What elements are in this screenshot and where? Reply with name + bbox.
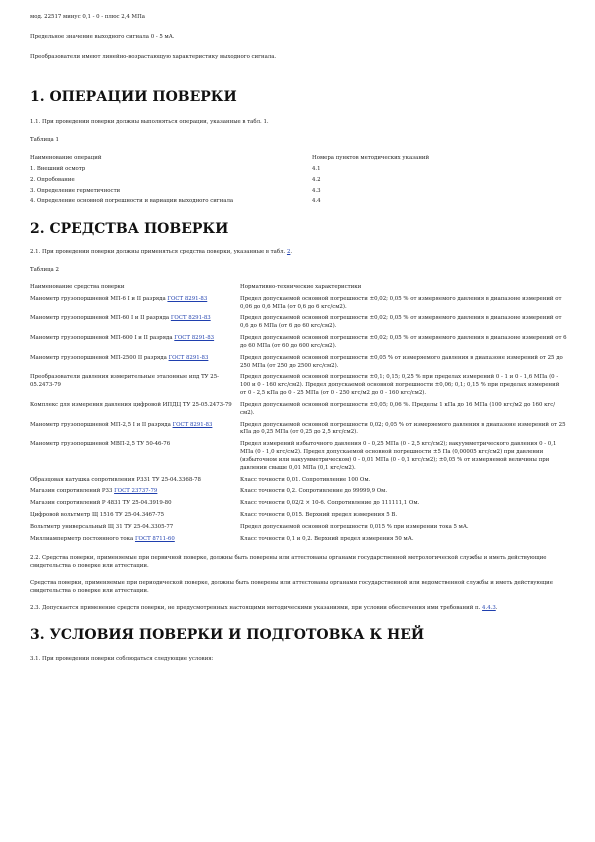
para-2-3 [30, 605, 567, 613]
intro-line-3: Преобразователи имеют линейно-возрастающую характеристику выходного сигнала. [30, 53, 277, 60]
instrument-name-cell [30, 315, 240, 335]
instrument-name: Магазин сопротивлений Р 4831 ТУ 25-04.3919-80 [30, 500, 172, 507]
instrument-characteristics-cell: Предел допускаемой основной погрешности ±0,05 % от измеряемого давления в диапазоне измерений от 25 до 250 МПа (от 250 до 2500 кгс/см2). [240, 354, 563, 369]
operation-name-cell: 3. Определение герметичности [30, 187, 121, 194]
table-row [30, 488, 567, 500]
para-2-2: 2.2. Средства поверки, применяемые при первичной поверке, должны быть поверены или аттестованы органами государственной метрологической службы и иметь действующие свидетельства о поверке или аттестации. [30, 555, 547, 570]
instrument-name: Манометр грузопоршневой МВП-2,5 ТУ 50-46-76 [30, 441, 171, 448]
instrument-name-cell [30, 374, 240, 401]
standard-link[interactable]: ГОСТ 8291-83 [172, 421, 213, 428]
instrument-characteristics-cell: Предел допускаемой основной погрешности ±0,1; 0,15; 0,25 % при пределах измерений 0 - 1 и 0 - 1,6 МПа (0 - 100 и 0 - 160 кгс/см2). Предел допускаемой основной погрешности ±0,06; 0,1; 0,15 % при пределах измерений от 0 - 2,5 кПа до 0 - 25 МПа (от 0 - 250 кгс/м2 до 0 - 160 кгс/см2). [240, 374, 560, 397]
table-row [30, 198, 567, 209]
para-2-3-text: 2.3. Допускается применение средств поверки, не предусмотренных настоящими методическими указаниями, при условии обеспечения ими требований п. [30, 604, 481, 611]
table-header-cell: Номера пунктов методических указаний [312, 155, 430, 162]
standard-link[interactable]: ГОСТ 8291-83 [168, 354, 209, 361]
table-row [30, 177, 567, 188]
operation-clause-cell: 4.2 [312, 176, 321, 183]
section-1-para: 1.1. При проведении поверки должны выполняться операции, указанные в табл. 1. [30, 119, 269, 126]
instrument-name-cell [30, 488, 240, 500]
operation-clause-cell: 4.4 [312, 198, 321, 205]
instrument-name-cell [30, 355, 240, 375]
table-row [30, 500, 567, 512]
section-3-para: 3.1. При проведении поверки соблюдаться следующие условия: [30, 655, 214, 662]
instrument-name-cell [30, 524, 240, 536]
table-row [30, 422, 567, 442]
table-header-row [30, 155, 567, 166]
table-row [30, 536, 567, 548]
table-header-cell: Нормативно-технические характеристики [240, 283, 362, 290]
operations-table [30, 155, 567, 209]
standard-link[interactable]: ГОСТ 23737-79 [114, 488, 158, 495]
table-2-caption: Таблица 2 [30, 267, 59, 274]
table-row [30, 477, 567, 489]
instrument-name: Манометр грузопоршневой МП-600 I и II разряда [30, 335, 173, 342]
instrument-name-cell [30, 335, 240, 355]
standard-link[interactable]: ГОСТ 8291-83 [170, 315, 211, 322]
table-row [30, 402, 567, 422]
operation-clause-cell: 4.1 [312, 165, 321, 172]
table-row [30, 315, 567, 335]
instrument-name: Манометр грузопоршневой МП-2500 II разряда [30, 354, 167, 361]
table-row [30, 512, 567, 524]
para-2-3-end: . [495, 604, 498, 611]
instrument-characteristics-cell: Класс точности 0,02/2 × 10-6. Сопротивление до 111111,1 Ом. [240, 500, 420, 507]
instrument-name: Манометр грузопоршневой МП-2,5 I и II разряда [30, 421, 171, 428]
section-2-para-text: 2.1. При проведении поверки должны применяться средства поверки, указанные в табл. [30, 249, 286, 256]
table-row [30, 296, 567, 316]
instrument-name: Миллиамперметр постоянного тока [30, 535, 134, 542]
section-3-heading: 3. УСЛОВИЯ ПОВЕРКИ И ПОДГОТОВКА К НЕЙ [30, 626, 425, 643]
instrument-characteristics-cell: Предел допускаемой основной погрешности ±0,02; 0,05 % от измеряемого давления в диапазоне измерений от 0,6 до 6 МПа (от 6 до 60 кгс/см2). [240, 315, 562, 330]
intro-line-1: мод. 22517 минус 0,1 - 0 - плюс 2,4 МПа [30, 14, 145, 20]
table-row [30, 355, 567, 375]
instrument-name-cell [30, 422, 240, 442]
instrument-name-cell [30, 536, 240, 548]
table-row [30, 188, 567, 199]
instrument-name: Манометр грузопоршневой МП-6 I и II разряда [30, 295, 166, 302]
standard-link[interactable]: ГОСТ 8291-83 [174, 335, 215, 342]
table-row [30, 166, 567, 177]
instrument-name: Манометр грузопоршневой МП-60 I и II разряда [30, 315, 170, 322]
table-row [30, 524, 567, 536]
instrument-characteristics-cell: Класс точности 0,015. Верхний предел измерения 5 В. [240, 511, 398, 518]
operation-name-cell: 1. Внешний осмотр [30, 165, 86, 172]
instrument-characteristics-cell: Класс точности 0,01. Сопротивление 100 Ом. [240, 476, 371, 483]
para-2-2b: Средства поверки, применяемые при периодической поверке, должны быть поверены или аттестованы органами государственной или ведомственной службы и иметь действующие свидетельства о поверке или аттестации. [30, 580, 553, 594]
instrument-characteristics-cell: Класс точности 0,1 и 0,2. Верхний предел измерения 50 мА. [240, 535, 414, 542]
instrument-characteristics-cell: Класс точности 0,2. Сопротивление до 99999,9 Ом. [240, 488, 388, 495]
instrument-characteristics-cell: Предел допускаемой основной погрешности 0,02; 0,05 % от измеряемого давления в диапазоне измерений от 25 кПа до 0,25 МПа (от 0,25 до 2,5 кгс/см2). [240, 421, 566, 436]
instrument-name: Комплекс для измерения давления цифровой ИПДЦ ТУ 25-05.2473-79 [30, 401, 232, 408]
instrument-name-cell [30, 477, 240, 489]
table-row [30, 335, 567, 355]
item-4-4-3-link[interactable]: 4.4.3 [482, 604, 496, 611]
instrument-characteristics-cell: Предел измерений избыточного давления 0 - 0,25 МПа (0 - 2,5 кгс/см2); вакуумметрического давления 0 - 0,1 МПа (0 - 1,0 кгс/см2). Предел допускаемой основной погрешности ±5 Па (0,00005 кгс/см2) при давлении (избыточном или вакуумметрическом) 0 - 0,01 МПа (0 - 0,1 кгс/см2); ±0,05 % от измеряемой величины при давлении свыше 0,01 МПа (0,1 кгс/см2). [240, 441, 557, 471]
section-2-para-end: . [290, 249, 293, 256]
section-2-heading: 2. СРЕДСТВА ПОВЕРКИ [30, 221, 229, 238]
instrument-name: Цифровой вольтметр Щ 1516 ТУ 25-04.3467-75 [30, 511, 165, 518]
document-page [30, 14, 567, 663]
table-row [30, 374, 567, 401]
section-2-para [30, 249, 567, 257]
instrument-name-cell [30, 512, 240, 524]
instrument-name: Вольтметр универсальный Щ 31 ТУ 25-04.3305-77 [30, 523, 174, 530]
table-header-cell: Наименование средства поверки [30, 283, 125, 290]
table-header-cell: Наименование операций [30, 155, 102, 162]
instrument-name-cell [30, 441, 240, 476]
table-header-row [30, 284, 567, 296]
instrument-name-cell [30, 296, 240, 316]
standard-link[interactable]: ГОСТ 8711-60 [134, 535, 175, 542]
table-1-caption: Таблица 1 [30, 137, 59, 144]
instrument-characteristics-cell: Предел допускаемой основной погрешности ±0,02; 0,05 % от измеряемого давления в диапазоне измерений от 6 до 60 МПа (от 60 до 600 кгс/см2). [240, 335, 567, 349]
intro-line-2: Предельное значение выходного сигнала 0 - 5 мА. [30, 33, 175, 40]
instrument-name: Магазин сопротивлений Р33 [30, 488, 113, 495]
operation-clause-cell: 4.3 [312, 187, 321, 194]
operation-name-cell: 4. Определение основной погрешности и вариации выходного сигнала [30, 198, 234, 205]
instrument-characteristics-cell: Предел допускаемой основной погрешности ±0,05; 0,06 %. Пределы 1 кПа до 16 МПа (100 кгс/м2 до 160 кгс/см2). [240, 401, 556, 416]
instrument-name-cell [30, 500, 240, 512]
instrument-name: Преобразователи давления измерительные эталонные ипд ТУ 25-05.2473-79 [30, 374, 219, 389]
instrument-name-cell [30, 402, 240, 422]
instrument-characteristics-cell: Предел допускаемой основной погрешности ±0,02; 0,05 % от измеряемого давления в диапазоне измерений от 0,06 до 0,6 МПа (от 0,6 до 6 кгс/см2). [240, 295, 562, 310]
verification-means-table [30, 284, 567, 548]
standard-link[interactable]: ГОСТ 8291-83 [167, 295, 208, 302]
operation-name-cell: 2. Опробование [30, 176, 75, 183]
section-1-heading: 1. ОПЕРАЦИИ ПОВЕРКИ [30, 89, 237, 106]
instrument-name: Образцовая катушка сопротивления Р331 ТУ 25-04.3368-78 [30, 476, 201, 483]
table-row [30, 441, 567, 476]
instrument-characteristics-cell: Предел допускаемой основной погрешности 0,015 % при измерении тока 5 мА. [240, 523, 469, 530]
table-2-link[interactable]: 2 [286, 249, 291, 256]
